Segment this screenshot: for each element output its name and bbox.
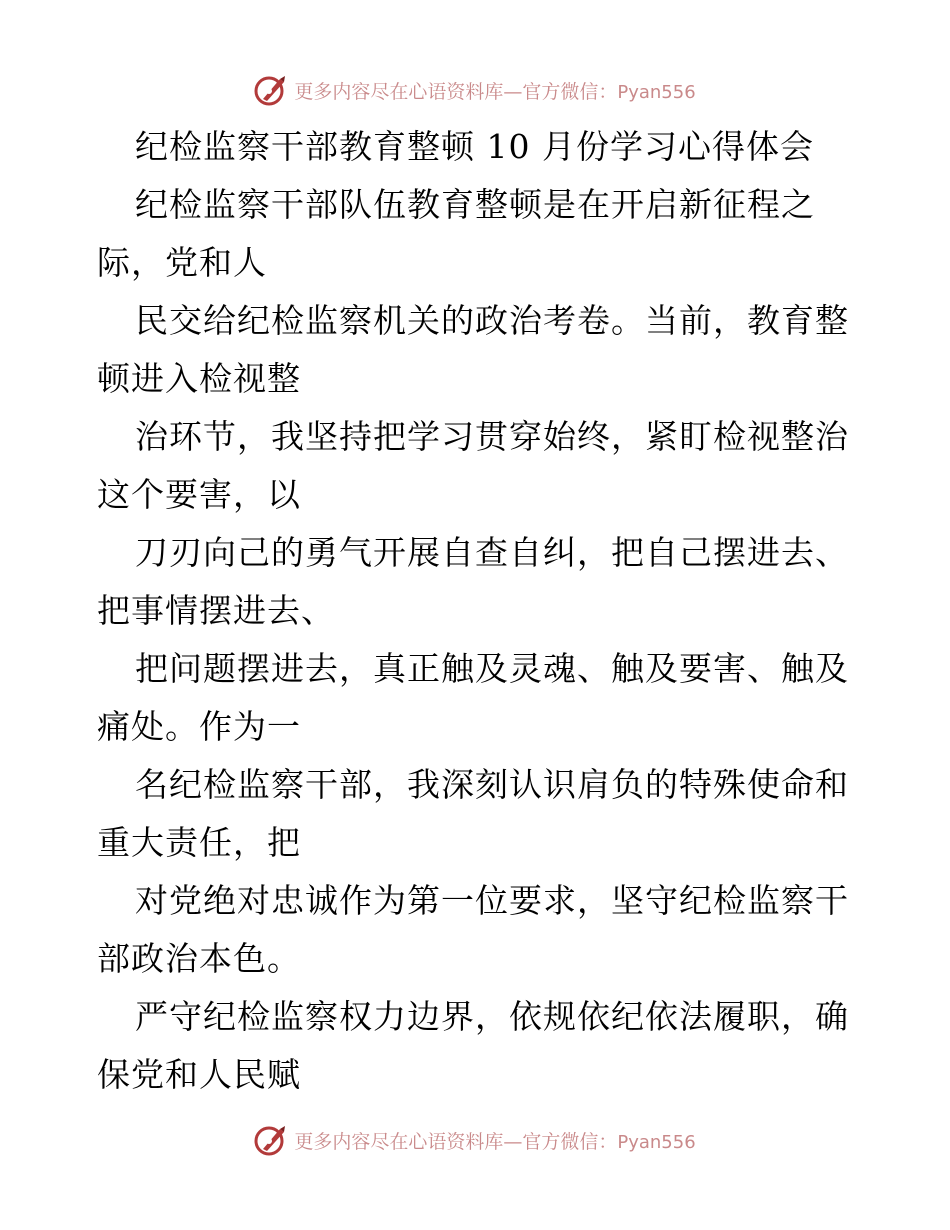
paragraph-line: 名纪检监察干部，我深刻认识肩负的特殊使命和 bbox=[135, 765, 849, 804]
wechat-id: Pyan556 bbox=[617, 1131, 696, 1153]
paragraph-line: 纪检监察干部队伍教育整顿是在开启新征程之 bbox=[135, 185, 815, 224]
paragraph-line: 把事情摆进去、 bbox=[97, 591, 335, 630]
document-title: 纪检监察干部教育整顿 10 月份学习心得体会 bbox=[135, 127, 814, 166]
paragraph-line: 刀刃向己的勇气开展自查自纠，把自己摆进去、 bbox=[135, 533, 849, 572]
footer-watermark bbox=[0, 1120, 950, 1160]
paragraph-line: 严守纪检监察权力边界，依规依纪依法履职，确 bbox=[135, 997, 849, 1036]
quill-pen-logo-icon bbox=[254, 1123, 288, 1157]
banner-text: 更多内容尽在心语资料库—官方微信：Pyan556 bbox=[294, 1130, 696, 1153]
paragraph-line: 际，党和人 bbox=[97, 243, 267, 282]
quill-pen-logo-icon bbox=[254, 73, 288, 107]
paragraph-line: 民交给纪检监察机关的政治考卷。当前，教育整 bbox=[135, 301, 849, 340]
paragraph-line: 痛处。作为一 bbox=[97, 707, 301, 746]
header-watermark bbox=[0, 70, 950, 110]
paragraph-line: 把问题摆进去，真正触及灵魂、触及要害、触及 bbox=[135, 649, 849, 688]
paragraph-line: 顿进入检视整 bbox=[97, 359, 301, 398]
paragraph-line: 部政治本色。 bbox=[97, 939, 301, 978]
paragraph-line: 保党和人民赋 bbox=[97, 1055, 301, 1094]
banner-text: 更多内容尽在心语资料库—官方微信：Pyan556 bbox=[294, 80, 696, 103]
paragraph-line: 这个要害，以 bbox=[97, 475, 301, 514]
paragraph-line: 重大责任，把 bbox=[97, 823, 301, 862]
wechat-id: Pyan556 bbox=[617, 81, 696, 103]
paragraph-line: 对党绝对忠诚作为第一位要求，坚守纪检监察干 bbox=[135, 881, 849, 920]
document-body bbox=[97, 118, 857, 1104]
paragraph-line: 治环节，我坚持把学习贯穿始终，紧盯检视整治 bbox=[135, 417, 849, 456]
